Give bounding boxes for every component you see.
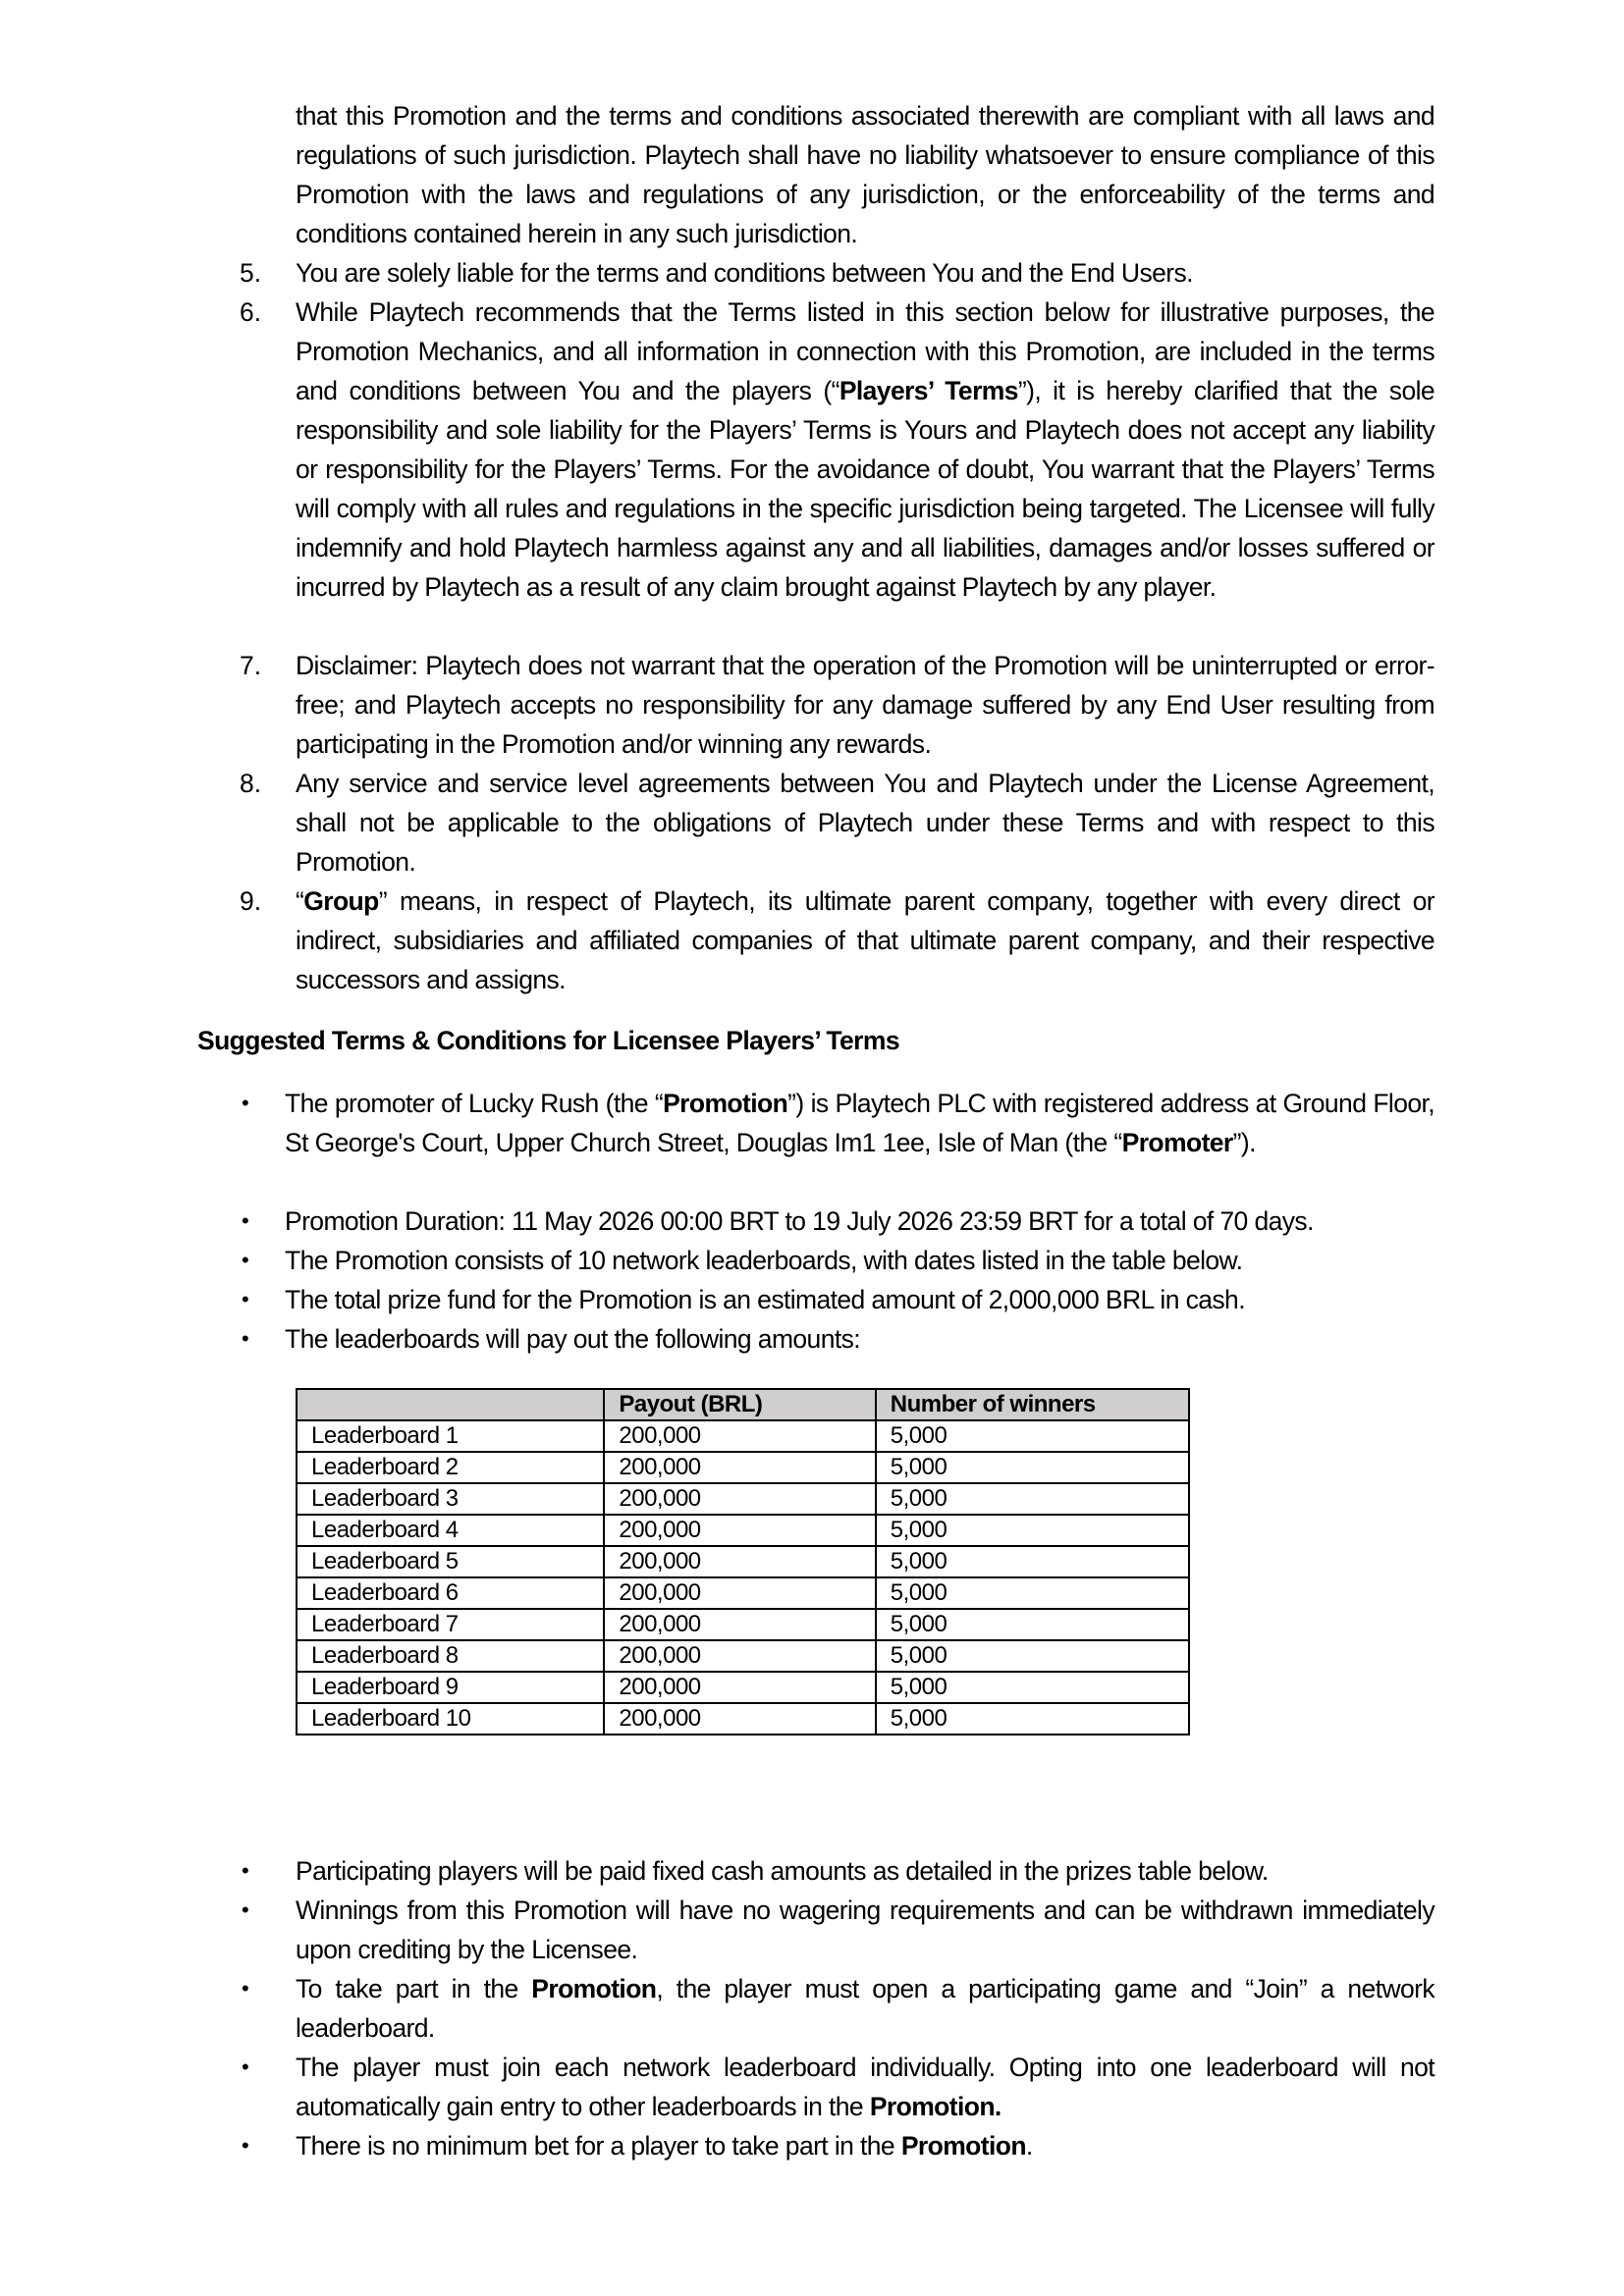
clause-4-continuation: that this Promotion and the terms and conditions associated therewith are compliant with all laws and regulations of such jurisdiction. Playtech shall have no liability whatsoever to ensure compliance of this Promotion with the laws and regulations of any jurisdiction, or the enforceability of the terms and conditions contained herein in any such jurisdiction. <box>296 101 1435 248</box>
table-row <box>297 1577 1189 1609</box>
leaderboard-name-cell: Leaderboard 10 <box>297 1703 604 1735</box>
table-row <box>297 1672 1189 1703</box>
payout-intro-bullet: The leaderboards will pay out the following amounts: <box>285 1324 861 1354</box>
defined-term: Promotion <box>663 1089 788 1118</box>
individual-join-bullet <box>296 2048 1435 2126</box>
leaderboard-name-cell: Leaderboard 1 <box>297 1420 604 1452</box>
table-header-row <box>297 1389 1189 1420</box>
payout-cell: 200,000 <box>604 1577 875 1609</box>
clause-number: 6. <box>240 297 262 327</box>
clause-number: 9. <box>240 886 262 916</box>
text: ” means, in respect of Playtech, its ultimate parent company, together with every direct or indirect, subsidiaries and affiliated companies of that ultimate parent company, and their respective successors and assigns. <box>296 886 1435 994</box>
bullet-icon: • <box>242 1897 249 1922</box>
leaderboard-name-cell: Leaderboard 9 <box>297 1672 604 1703</box>
text: ”). <box>1232 1128 1256 1157</box>
clause-5-text: You are solely liable for the terms and conditions between You and the End Users. <box>296 258 1193 288</box>
text: To take part in the <box>296 1974 532 2003</box>
clause-number: 8. <box>240 769 262 798</box>
prize-fund-bullet: The total prize fund for the Promotion is an estimated amount of 2,000,000 BRL in cash. <box>285 1285 1245 1314</box>
duration-bullet: Promotion Duration: 11 May 2026 00:00 BRT to 19 July 2026 23:59 BRT for a total of 70 days. <box>285 1206 1314 1236</box>
text: . <box>1025 2131 1033 2161</box>
header-cell: Payout (BRL) <box>604 1389 875 1420</box>
leaderboard-name-cell: Leaderboard 4 <box>297 1515 604 1546</box>
text: While Playtech recommends that the Terms listed in this section below for illustrative purposes, the Promotion Mechanics, and all information in connection with this Promotion, are included in the terms and conditions between You and the players (“ <box>296 297 1435 405</box>
defined-term: Group <box>303 886 379 916</box>
payout-cell: 200,000 <box>604 1672 875 1703</box>
defined-term: Promotion <box>900 2131 1026 2161</box>
table-row <box>297 1483 1189 1515</box>
text: The promoter of Lucky Rush (the “ <box>285 1089 664 1118</box>
payout-cell: 200,000 <box>604 1546 875 1577</box>
table-row <box>297 1515 1189 1546</box>
table-row <box>297 1452 1189 1483</box>
table-row <box>297 1703 1189 1735</box>
payout-cell: 200,000 <box>604 1640 875 1672</box>
clause-8-text: Any service and service level agreements between You and Playtech under the License Agreement, shall not be applicable to the obligations of Playtech under these Terms and with respect to this Promotion. <box>296 769 1435 877</box>
bullet-icon: • <box>242 2055 249 2079</box>
bullet-icon: • <box>242 1091 249 1115</box>
clause-7-text: Disclaimer: Playtech does not warrant that the operation of the Promotion will be uninterrupted or error-free; and Playtech accepts no responsibility for any damage suffered by any End User resulting from participating in the Promotion and/or winning any rewards. <box>296 651 1435 759</box>
winners-cell: 5,000 <box>876 1483 1189 1515</box>
leaderboard-name-cell: Leaderboard 7 <box>297 1609 604 1640</box>
table-row <box>297 1609 1189 1640</box>
table-row <box>297 1420 1189 1452</box>
payout-cell: 200,000 <box>604 1703 875 1735</box>
leaderboards-count-bullet: The Promotion consists of 10 network leaderboards, with dates listed in the table below. <box>285 1246 1243 1275</box>
winners-cell: 5,000 <box>876 1546 1189 1577</box>
text: “ <box>296 886 304 916</box>
payout-cell: 200,000 <box>604 1515 875 1546</box>
bullet-icon: • <box>242 1976 249 2001</box>
header-cell <box>297 1389 604 1420</box>
header-cell: Number of winners <box>876 1389 1189 1420</box>
leaderboard-name-cell: Leaderboard 5 <box>297 1546 604 1577</box>
text: The player must join each network leaderboard individually. Opting into one leaderboard will not automatically gain entry to other leaderboards in the <box>296 2053 1435 2121</box>
text: ”) is Playtech PLC with registered address at Ground Floor, St George's Court, Upper Church Street, Douglas Im1 1ee, Isle of Man (the “ <box>285 1089 1435 1157</box>
clause-number: 7. <box>240 651 262 680</box>
winners-cell: 5,000 <box>876 1609 1189 1640</box>
leaderboard-name-cell: Leaderboard 8 <box>297 1640 604 1672</box>
table-row <box>297 1546 1189 1577</box>
winners-cell: 5,000 <box>876 1672 1189 1703</box>
text: , the player must open a participating game and “Join” a network leaderboard. <box>296 1974 1435 2043</box>
bullet-icon: • <box>242 1208 249 1233</box>
fixed-cash-bullet: Participating players will be paid fixed cash amounts as detailed in the prizes table below. <box>296 1856 1269 1886</box>
bullet-icon: • <box>242 1858 249 1883</box>
leaderboard-payout-table <box>296 1388 1190 1735</box>
promoter-bullet <box>285 1084 1435 1162</box>
leaderboard-name-cell: Leaderboard 3 <box>297 1483 604 1515</box>
payout-cell: 200,000 <box>604 1420 875 1452</box>
winners-cell: 5,000 <box>876 1703 1189 1735</box>
winners-cell: 5,000 <box>876 1452 1189 1483</box>
leaderboard-name-cell: Leaderboard 6 <box>297 1577 604 1609</box>
defined-term: Promoter <box>1121 1128 1233 1157</box>
table-row <box>297 1640 1189 1672</box>
leaderboard-name-cell: Leaderboard 2 <box>297 1452 604 1483</box>
defined-term: Promotion <box>531 1974 657 2003</box>
text: ”), it is hereby clarified that the sole responsibility and sole liability for the Players’ Terms is Yours and Playtech does not accept any liability or responsibility for the Players’ Terms. For the avoidance of doubt, You warrant that the Players’ Terms will comply with all rules and regulations in the specific jurisdiction being targeted. The Licensee will fully indemnify and hold Playtech harmless against any and all liabilities, damages and/or losses suffered or incurred by Playtech as a result of any claim brought against Playtech by any player. <box>296 376 1435 602</box>
text: There is no minimum bet for a player to take part in the <box>296 2131 901 2161</box>
bullet-icon: • <box>242 2133 249 2158</box>
bullet-icon: • <box>242 1287 249 1311</box>
wagering-bullet: Winnings from this Promotion will have no wagering requirements and can be withdrawn immediately upon crediting by the Licensee. <box>296 1896 1435 1964</box>
minimum-bet-bullet <box>296 2126 1435 2165</box>
bullet-icon: • <box>242 1248 249 1272</box>
winners-cell: 5,000 <box>876 1420 1189 1452</box>
join-bullet <box>296 1969 1435 2048</box>
winners-cell: 5,000 <box>876 1515 1189 1546</box>
clause-number: 5. <box>240 258 262 288</box>
payout-cell: 200,000 <box>604 1609 875 1640</box>
bullet-icon: • <box>242 1326 249 1351</box>
section-heading: Suggested Terms & Conditions for Licensee Players’ Terms <box>197 1026 899 1055</box>
payout-cell: 200,000 <box>604 1452 875 1483</box>
winners-cell: 5,000 <box>876 1640 1189 1672</box>
winners-cell: 5,000 <box>876 1577 1189 1609</box>
defined-term: Players’ Terms <box>839 376 1018 405</box>
payout-cell: 200,000 <box>604 1483 875 1515</box>
clause-6-text <box>296 293 1435 607</box>
clause-9-text <box>296 881 1435 999</box>
defined-term: Promotion. <box>869 2092 1001 2121</box>
